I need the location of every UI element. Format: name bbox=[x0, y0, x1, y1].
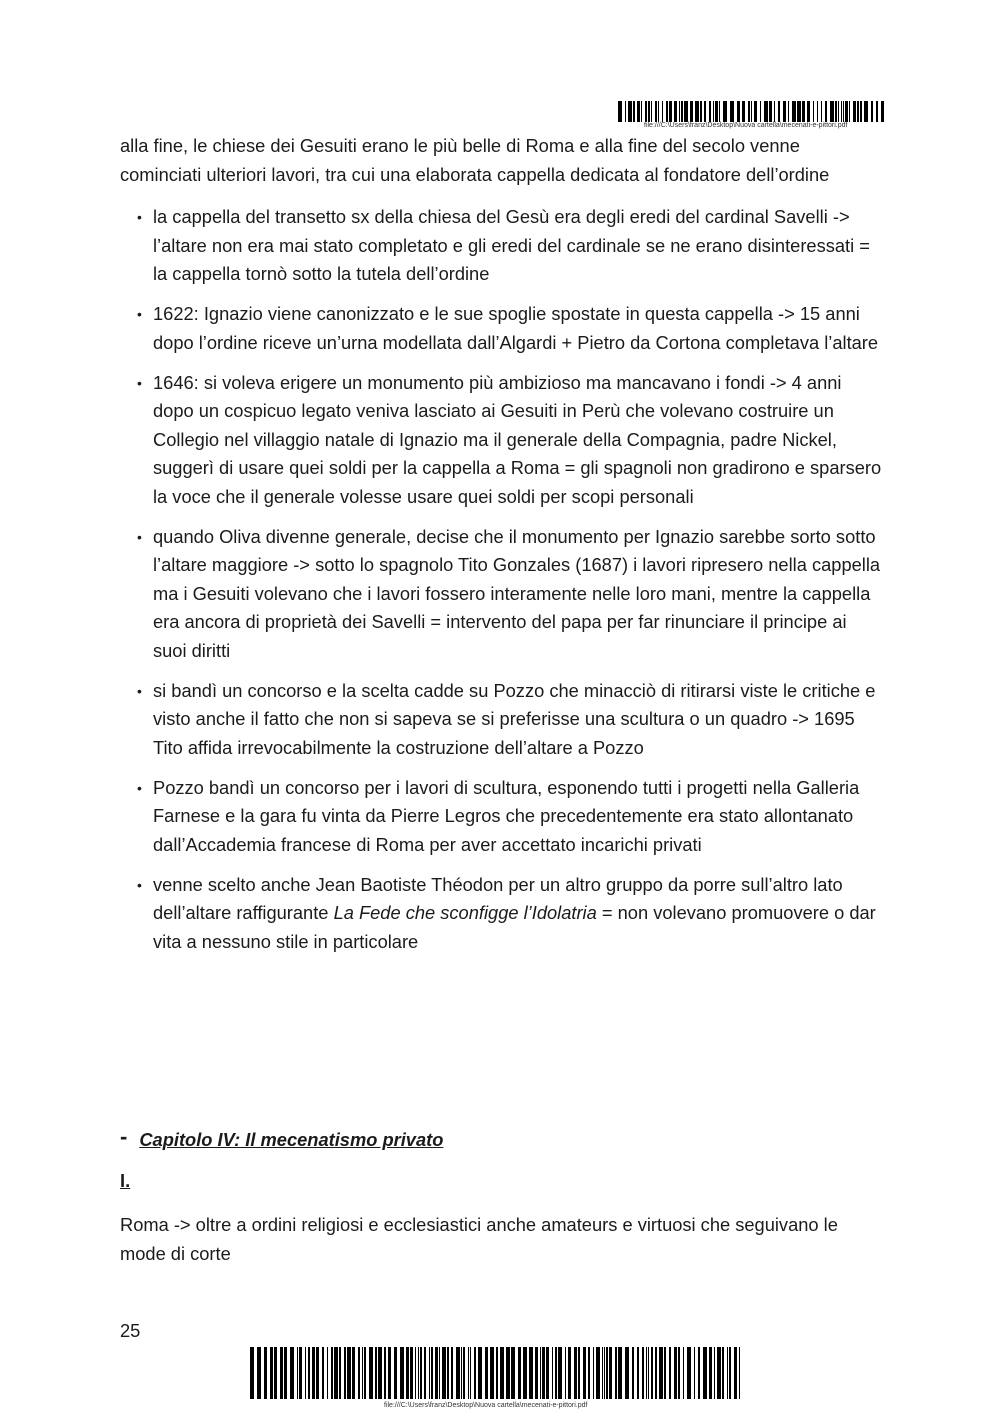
footer-file-path: file:///C:\Users\franz\Desktop\Nuova cartella\mecenati-e-pittori.pdf bbox=[384, 1402, 588, 1409]
list-item-text: quando Oliva divenne generale, decise che il monumento per Ignazio sarebbe sorto sotto l’altare maggiore -> sotto lo spagnolo Tito Gonzales (1687) i lavori ripresero nella cappella ma i Gesuiti volevano che i lavori fossero interamente nelle loro mani, mentre la cappella era ancora di proprietà dei Savelli = intervento del papa per far rinunciare il principe ai suoi diritti bbox=[153, 525, 881, 661]
bullet-icon: • bbox=[137, 374, 142, 391]
bullet-icon: • bbox=[137, 528, 142, 545]
chapter-heading bbox=[120, 1126, 443, 1152]
list-item bbox=[120, 369, 885, 512]
list-item-text: 1646: si voleva erigere un monumento più ambizioso ma mancavano i fondi -> 4 anni dopo un cospicuo legato veniva lasciato ai Gesuiti in Perù che volevano costruire un Collegio nel villaggio natale di Ignazio ma il generale della Compagnia, padre Nickel, suggerì di usare quei soldi per la cappella a Roma = gli spagnoli non gradirono e sparsero la voce che il generale volesse usare quei soldi per scopi personali bbox=[153, 371, 882, 507]
list-item-text: 1622: Ignazio viene canonizzato e le sue spoglie spostate in questa cappella -> 15 anni dopo l’ordine riceve un’urna modellata dall’Algardi + Pietro da Cortona completava l’altare bbox=[153, 303, 879, 353]
artwork-title: La Fede che sconfigge l’Idolatria bbox=[333, 902, 597, 923]
list-item-text-before: venne scelto anche Jean Baotiste Théodon per un altro gruppo da porre sull’altro lato dell’altare raffigurante bbox=[153, 873, 843, 923]
bottom-barcode bbox=[250, 1347, 740, 1399]
list-item-text: Pozzo bandì un concorso per i lavori di scultura, esponendo tutti i progetti nella Galleria Farnese e la gara fu vinta da Pierre Legros che precedentemente era stato allontanato dall’Accademia francese di Roma per aver accettato incarichi privati bbox=[153, 776, 860, 855]
chapter-dash: - bbox=[120, 1124, 128, 1149]
list-item-text: la cappella del transetto sx della chiesa del Gesù era degli eredi del cardinal Savelli -> l’altare non era mai stato completato e gli eredi del cardinale se ne erano disinteressati = la cappella tornò sotto la tutela dell’ordine bbox=[153, 206, 870, 284]
bullet-icon: • bbox=[137, 209, 142, 225]
page-body bbox=[120, 132, 885, 968]
bullet-icon: • bbox=[137, 306, 142, 322]
page-number: 25 bbox=[120, 1320, 141, 1341]
bullet-icon: • bbox=[137, 779, 142, 796]
list-item bbox=[120, 677, 885, 763]
top-barcode bbox=[618, 101, 886, 122]
opening-paragraph: alla fine, le chiese dei Gesuiti erano le più belle di Roma e alla fine del secolo venne cominciati ulteriori lavori, tra cui una elaborata cappella dedicata al fondatore dell’ordine bbox=[120, 135, 830, 185]
intro-paragraph: Roma -> oltre a ordini religiosi e ecclesiastici anche amateurs e virtuosi che seguivano le mode di corte bbox=[120, 1214, 838, 1264]
bullet-icon: • bbox=[137, 876, 142, 893]
list-item bbox=[120, 203, 885, 289]
chapter-title: Capitolo IV: Il mecenatismo privato bbox=[139, 1129, 444, 1150]
list-item bbox=[120, 871, 885, 957]
bullet-list bbox=[120, 203, 885, 956]
list-item bbox=[120, 300, 885, 357]
list-item bbox=[120, 774, 885, 860]
list-item-text-after: = non volevano promuovere o dar vita a nessuno stile in particolare bbox=[153, 902, 876, 952]
list-item-text: si bandì un concorso e la scelta cadde su Pozzo che minacciò di ritirarsi viste le critiche e visto anche il fatto che non si sapeva se si preferisse una scultura o un quadro -> 1695 Tito affida irrevocabilmente la costruzione dell’altare a Pozzo bbox=[153, 679, 876, 758]
bullet-icon: • bbox=[137, 682, 142, 699]
section-label: I. bbox=[120, 1170, 131, 1191]
list-item bbox=[120, 523, 885, 666]
header-file-path: file:///C:\Users\franz\Desktop\Nuova cartella\mecenati-e-pittori.pdf bbox=[644, 122, 848, 129]
